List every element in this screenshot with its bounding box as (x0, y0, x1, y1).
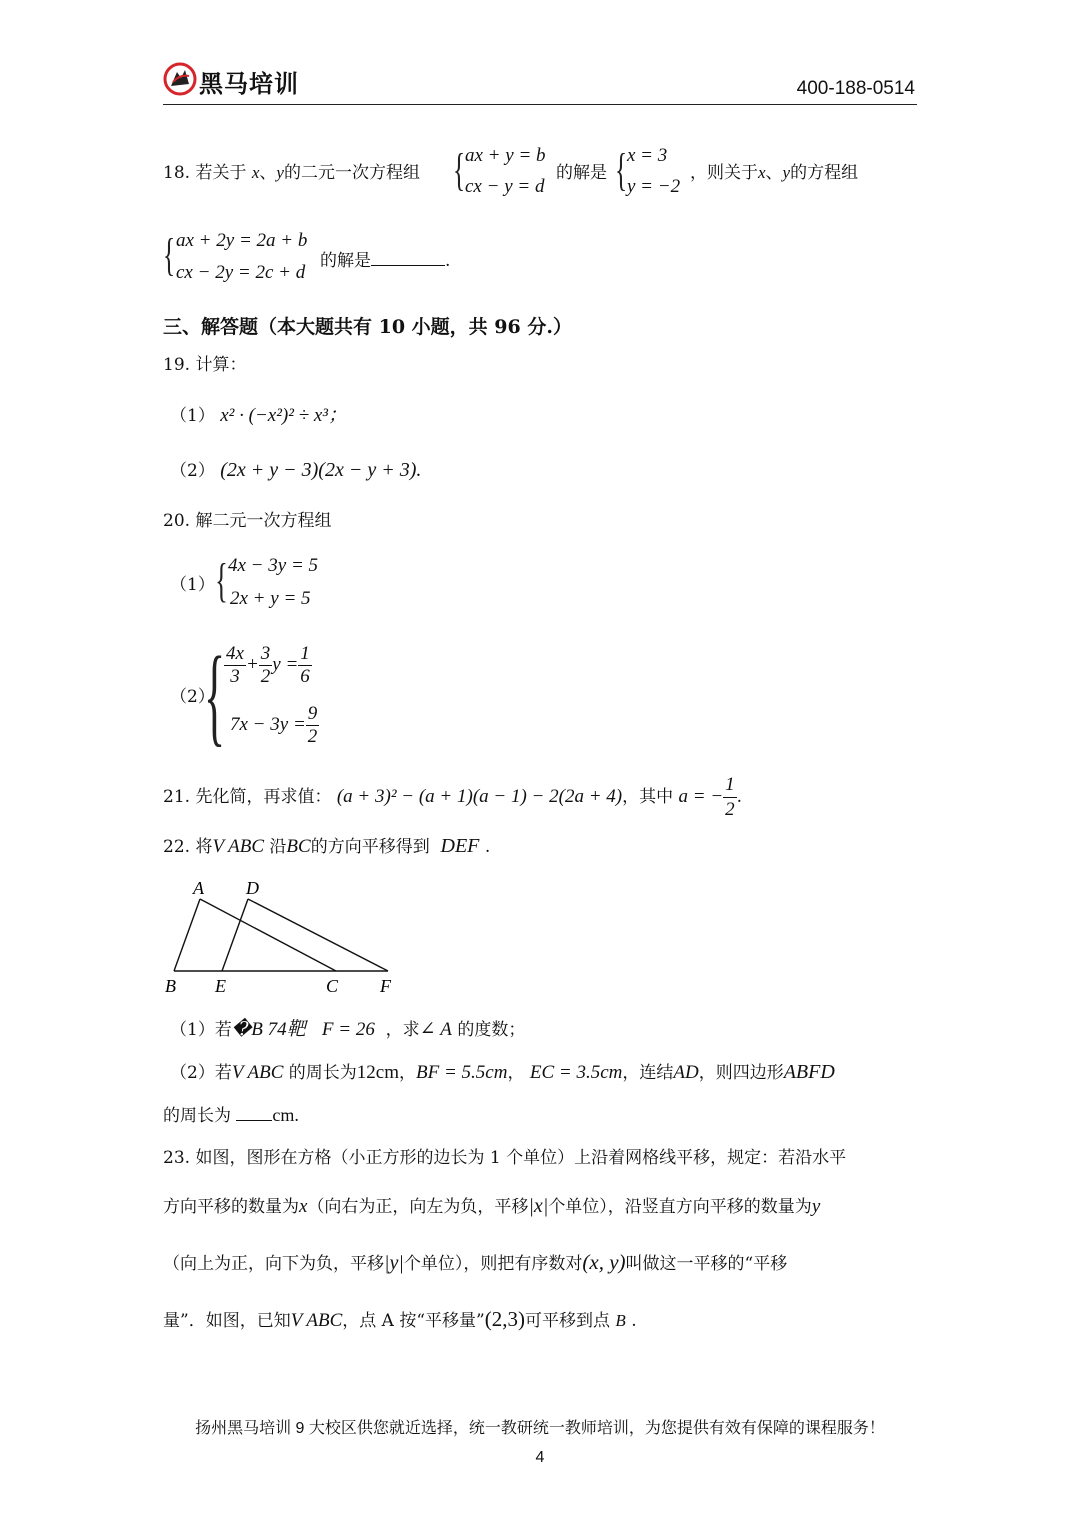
q18-text1: 的二元一次方程组 (283, 163, 420, 183)
q22-part2 (170, 1061, 835, 1084)
q18-text3: ，则关于 (690, 163, 758, 183)
q22-p2-unit: cm. (272, 1105, 299, 1125)
q23-x: x (299, 1196, 308, 1217)
eq-left: 7x − 3y = (230, 713, 306, 735)
q19-p1-label: （1） (170, 406, 215, 426)
q23-abs-y: |y| (384, 1252, 404, 1274)
q22-p2-text4: 的周长为 (163, 1106, 231, 1126)
frac-den: 6 (300, 666, 310, 687)
q19-title: 计算： (195, 355, 247, 375)
q18-sol1: x = 3 (627, 145, 668, 166)
q19-part1 (170, 405, 347, 427)
label-a: A (193, 878, 204, 898)
frac-den: 2 (260, 666, 271, 687)
q23-line2b: （向右为正，向左为负，平移 (307, 1197, 529, 1217)
q20-p1-eq1: 4x − 3y = 5 (228, 555, 319, 576)
q22-p2-ec: EC = 3.5cm (529, 1062, 623, 1083)
q19-line (163, 354, 246, 376)
q22-p2-sep1: ， (399, 1063, 417, 1083)
q22-p2-text3: ，则四边形 (698, 1063, 784, 1083)
q23-y: y (811, 1196, 821, 1217)
frac-den: 2 (725, 799, 735, 820)
q18-intro: 若关于 (195, 163, 247, 183)
q22-bc: BC (286, 836, 311, 857)
q23-line1-text: 如图，图形在方格（小正方形的边长为 1 个单位）上沿着网格线平移，规定：若沿水平 (195, 1148, 847, 1168)
label-c: C (326, 976, 339, 996)
frac-den: 3 (230, 666, 240, 687)
frac-den: 2 (307, 726, 318, 747)
q20-p1-label: （1） (170, 575, 215, 595)
q21-expr: (a + 3)² − (a + 1)(a − 1) − 2(2a + 4) (336, 786, 623, 807)
q21-line (163, 773, 742, 822)
q21-where: ，其中 (622, 787, 674, 807)
q20-p1-brace: { (215, 554, 228, 607)
q22-p2-quad: ABFD (783, 1061, 835, 1083)
q22-p2-perim: 12cm (356, 1062, 400, 1083)
q18-eq2: cx − y = d (465, 176, 545, 197)
q19-p2-label: （2） (170, 461, 215, 481)
q18-y: y (276, 163, 284, 182)
frac-num: 4x (226, 643, 244, 664)
q23-line4a: 量”．如图，已知 (163, 1311, 291, 1331)
q22-answer-blank (236, 1104, 272, 1121)
q18-sep2: 、 (765, 163, 783, 183)
label-e: E (215, 976, 226, 996)
q22-end: . (484, 837, 491, 857)
q23-line2c: 个单位），沿竖直方向平移的数量为 (548, 1197, 812, 1217)
q18-eq3: ax + 2y = 2a + b (176, 230, 308, 251)
q22-part1 (170, 1019, 525, 1041)
q20-p2-frac-c (298, 643, 312, 688)
q23-tri: V ABC (290, 1310, 343, 1331)
q18-eq1: ax + y = b (465, 145, 546, 166)
section3-title: 三、解答题（本大题共有 10 小题，共 96 分.） (163, 316, 572, 338)
q18-text5: 的解是 (320, 251, 371, 271)
q21-text: 先化简，再求值： (195, 787, 332, 807)
q22-p2-label: （2）若 (170, 1063, 232, 1083)
q19-p1-expr: x² · (−x²)² ÷ x³； (220, 405, 347, 426)
q21-a-eq: a = − (678, 786, 724, 807)
frac-num: 1 (300, 643, 310, 664)
q18-y2: y (782, 163, 791, 182)
q20-p2-frac-a (224, 643, 246, 688)
q23-line4 (163, 1308, 637, 1332)
q20-p2-frac-d (306, 703, 320, 748)
q22-tri: V ABC (212, 836, 265, 857)
q23-line1 (163, 1147, 846, 1169)
q19-number: 19. (163, 355, 191, 375)
q23-pair: (x, y) (582, 1250, 626, 1274)
q22-p1-garbled: �B 74靶 (231, 1019, 306, 1040)
q18-text3-line (690, 162, 858, 184)
q21-frac (723, 773, 737, 822)
q22-p2-ad: AD (673, 1062, 699, 1083)
q18-answer-blank (371, 247, 445, 266)
q22-number: 22. (163, 837, 191, 857)
q22-p1-end: 的度数； (457, 1020, 526, 1040)
q22-p1-angle: ∠ A (419, 1019, 452, 1040)
q22-p1-label: （1）若 (170, 1020, 232, 1040)
header (163, 58, 917, 104)
q20-p2-brace: { (204, 634, 226, 756)
q22-p2-text1: 的周长为 (288, 1063, 357, 1083)
q23-line4b: ，点 A 按“平移量” (342, 1311, 485, 1331)
frac-num: 1 (723, 773, 737, 798)
footer-slogan: 扬州黑马培训 9 大校区供您就近选择，统一教研统一教师培训，为您提供有效有保障的课程服务！ (195, 1420, 885, 1437)
q23-line3 (163, 1251, 787, 1275)
q18-x2: x (758, 163, 766, 182)
q22-text2: 沿 (269, 837, 287, 857)
q18-text4: 的方程组 (790, 163, 859, 183)
q23-number: 23. (163, 1148, 191, 1168)
q20-p1-eq2: 2x + y = 5 (230, 588, 311, 609)
q23-line2 (163, 1195, 820, 1218)
q22-part2-cont (163, 1104, 299, 1127)
q20-p2-eq1 (224, 643, 312, 688)
q22-def: DEF (440, 835, 480, 857)
logo-icon (163, 62, 197, 96)
q22-figure (160, 875, 410, 1000)
q23-line3c: 叫做这一平移的“平移 (625, 1254, 788, 1274)
q23-line3b: 个单位），则把有序数对 (403, 1254, 583, 1274)
q20-title: 解二元一次方程组 (195, 511, 332, 531)
q23-pt: B (615, 1311, 626, 1330)
q22-p2-sep2: ， (507, 1063, 525, 1083)
q22-p1-text: ，求 (385, 1020, 420, 1040)
q20-number: 20. (163, 511, 191, 531)
q18-text5-line (320, 247, 450, 272)
q19-p2-expr: (2x + y − 3)(2x − y + 3). (220, 459, 422, 481)
q20-p2-eq2 (230, 703, 319, 748)
q19-part2 (170, 459, 421, 482)
q18-sol2: y = −2 (627, 176, 681, 197)
q23-line3a: （向上为正，向下为负，平移 (163, 1254, 384, 1274)
q21-number: 21. (163, 787, 191, 807)
q18-eq4: cx − 2y = 2c + d (176, 262, 306, 283)
q23-pair2: (2,3) (484, 1307, 525, 1331)
q21-end: . (736, 787, 743, 807)
segment-ab (174, 899, 200, 971)
q18-text2: 的解是 (556, 163, 607, 183)
q23-abs-x: |x| (528, 1195, 549, 1217)
q23-line4c: 可平移到点 (524, 1311, 610, 1331)
header-divider (163, 104, 917, 105)
q22-p2-bf: BF = 5.5cm (416, 1062, 508, 1083)
q18-brace2: { (614, 144, 628, 195)
q22-p2-tri: V ABC (231, 1062, 284, 1083)
q18-end: . (445, 251, 451, 271)
q18-number: 18. (163, 163, 191, 183)
label-b: B (165, 976, 176, 996)
frac-num: 3 (260, 643, 271, 664)
q23-line2a: 方向平移的数量为 (163, 1197, 299, 1217)
q20-line (163, 510, 331, 532)
q18-x: x (251, 163, 260, 182)
label-f: F (380, 976, 391, 996)
phone-number: 400-188-0514 (796, 78, 915, 99)
eq-mid: y = (272, 653, 299, 675)
plus-sign: + (245, 653, 259, 675)
q20-p2-label: （2） (170, 687, 215, 707)
brand-name: 黑马培训 (199, 71, 299, 98)
q18-brace3: { (162, 229, 176, 280)
q22-line (163, 835, 490, 858)
q23-end: . (631, 1311, 637, 1331)
page-number: 4 (535, 1449, 545, 1466)
segment-de (222, 899, 248, 971)
q22-p1-f: F = 26 (321, 1019, 375, 1040)
q22-p2-text2: ，连结 (622, 1063, 674, 1083)
q20-p2-frac-b (259, 643, 273, 688)
q18-sep: 、 (259, 163, 277, 183)
label-d: D (246, 878, 259, 898)
q18-brace1: { (452, 144, 466, 195)
q22-text1: 将 (195, 837, 213, 857)
q22-text3: 的方向平移得到 (310, 837, 430, 857)
frac-num: 9 (307, 703, 318, 724)
